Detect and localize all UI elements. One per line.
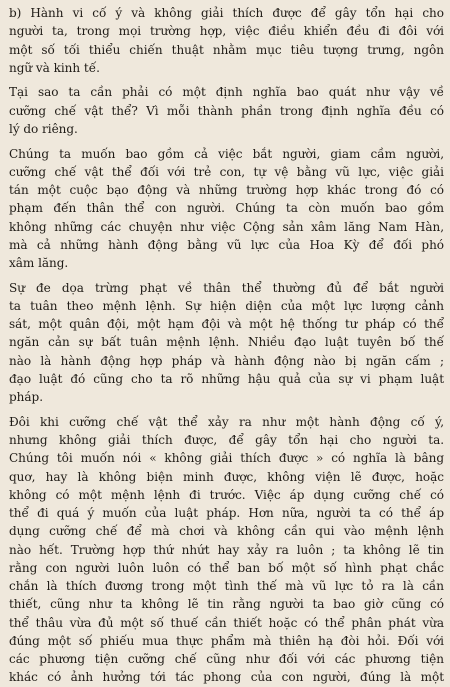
text-line: tán một cuộc bạo động và những trường hợp khác trong đó có — [9, 183, 444, 198]
text-line: Chúng tôi muốn nói « không giải thích được » có nghĩa là bâng — [9, 451, 444, 466]
text-line: mà cả những hành động bằng vũ lực của Hoa Kỳ để đối phó — [9, 237, 444, 252]
text-line: thể thâu vừa đủ một số thuế cần thiết hoặc có thể phân phát vừa — [9, 615, 444, 630]
paragraph-2 — [9, 83, 444, 138]
text-line: dụng cưỡng chế để mà chơi và không cần qui vào mệnh lệnh — [9, 524, 444, 539]
paragraph-4 — [9, 279, 444, 407]
text-line: không những các chuyện như việc Cộng sản xâm lăng Nam Hàn, — [9, 219, 444, 234]
text-line: thể đi quá ý muốn của luật pháp. Hơn nữa, người ta có thể áp — [9, 506, 444, 521]
text-line: b) Hành vi cố ý và không giải thích được để gây tổn hại cho — [9, 6, 444, 20]
text-line: rằng con người luôn luôn có thể ban bố một số hình phạt chắc — [9, 560, 444, 575]
text-line: cưỡng chế vật thể? Vì mỗi thành phần trong định nghĩa đều có — [9, 103, 444, 118]
text-line: ngăn cản sự bất tuân mệnh lệnh. Nhiều đạo luật tuyên bố thế — [9, 335, 444, 350]
text-line: người ta, trong mọi trường hợp, việc điều khiển đều đi đôi với — [9, 24, 444, 39]
text-line: đúng một số phiếu mua thực phẩm mà thiên hạ đòi hỏi. Đối với — [9, 633, 444, 648]
text-line: không có một mệnh lệnh đi trước. Việc áp dụng cưỡng chế có — [9, 487, 444, 502]
text-line: nhưng không giải thích được, để gây tổn hại cho người ta. — [9, 433, 444, 448]
text-line: Tại sao ta cần phải có một định nghĩa bao quát như vậy về — [9, 85, 444, 100]
text-line: đạo luật đó cũng cho ta rõ những hậu quả của sự vi phạm luật — [9, 371, 444, 386]
paragraph-3 — [9, 145, 444, 273]
paragraph-5 — [9, 413, 444, 687]
text-line: phạm đến thân thể con người. Chúng ta còn muốn bao gồm — [9, 201, 444, 216]
text-line: khác có ảnh hưởng tới tác phong của con người, đúng là một — [9, 670, 444, 685]
text-line: quơ, hay là không biện minh được, không viện lẽ được, hoặc — [9, 469, 444, 484]
text-line: xâm lăng. — [9, 256, 69, 271]
paragraph-1 — [9, 4, 444, 77]
text-line: ta tuân theo mệnh lệnh. Sự hiện diện của một lực lượng cảnh — [9, 298, 444, 313]
text-line: Đôi khi cưỡng chế vật thể xảy ra như một hành động cố ý, — [9, 414, 444, 429]
text-line: một số tối thiểu chiến thuật nhằm mục tiêu tượng trưng, ngôn — [9, 42, 444, 57]
text-line: Sự đe dọa trừng phạt về thân thể thường đủ để bắt người — [9, 280, 444, 295]
text-line: lý do riêng. — [9, 121, 78, 136]
text-line: ngữ và kinh tế. — [9, 60, 100, 75]
text-line: chắn là thích đương trong một tình thế mà vũ lực tỏ ra là cần — [9, 579, 444, 594]
text-line: cưỡng chế vật thể đối với trẻ con, tự vệ bằng vũ lực, việc giải — [9, 164, 444, 179]
text-line: thiết, cũng như ta không lẽ tin rằng người ta bao giờ cũng có — [9, 597, 444, 612]
text-line: nào hết. Trường hợp thứ nhứt hay xảy ra luôn ; ta không lẽ tin — [9, 542, 444, 557]
text-line: nào là hành động hợp pháp và hành động nào bị ngăn cấm ; — [9, 353, 444, 368]
text-line: sát, một quân đội, một hạm đội và một hệ thống tư pháp có thể — [9, 317, 444, 332]
text-line: các phương tiện cưỡng chế cũng như đối với các phương tiện — [9, 652, 444, 667]
text-line: pháp. — [9, 390, 43, 405]
text-line: Chúng ta muốn bao gồm cả việc bắt người, giam cầm người, — [9, 146, 444, 161]
